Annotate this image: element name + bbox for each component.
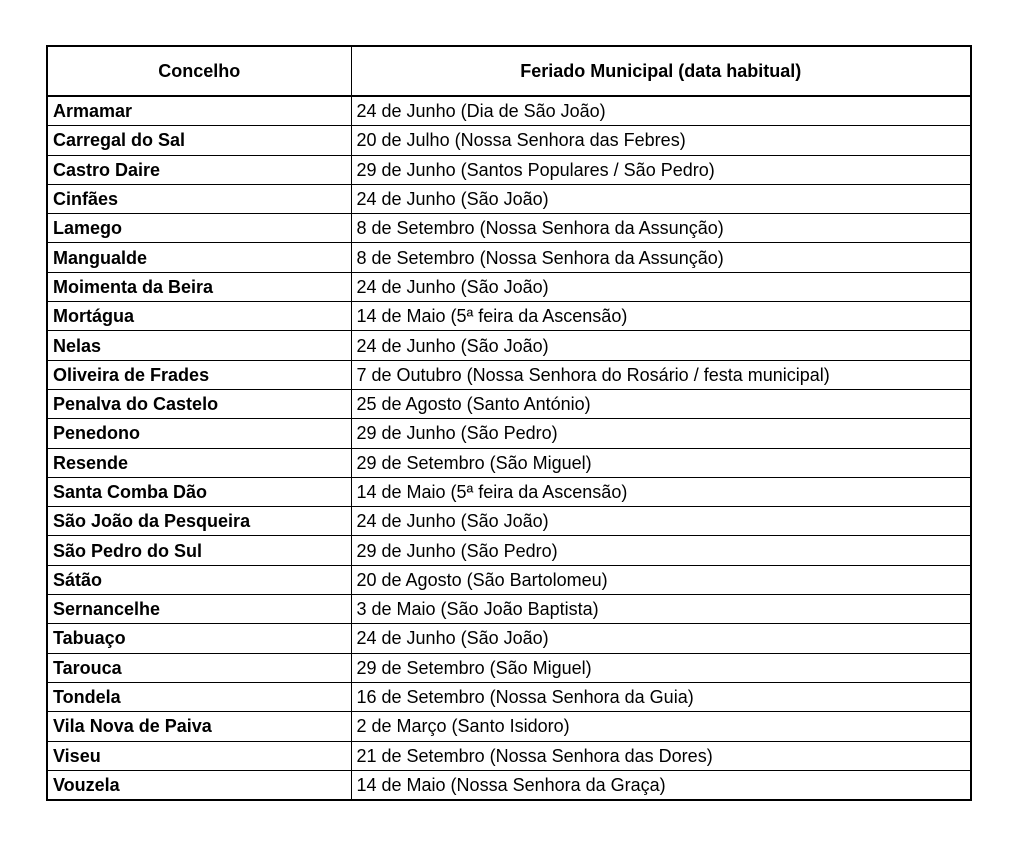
- table-row: [47, 126, 971, 155]
- concelho-cell: Armamar: [47, 96, 351, 126]
- table-header-row: [47, 46, 971, 96]
- table-row: [47, 565, 971, 594]
- table-row: [47, 507, 971, 536]
- concelho-cell: São Pedro do Sul: [47, 536, 351, 565]
- table-row: [47, 331, 971, 360]
- feriado-cell: 24 de Junho (São João): [351, 624, 971, 653]
- concelho-cell: Lamego: [47, 214, 351, 243]
- table-row: [47, 712, 971, 741]
- table-row: [47, 653, 971, 682]
- feriado-cell: 14 de Maio (5ª feira da Ascensão): [351, 477, 971, 506]
- feriado-cell: 25 de Agosto (Santo António): [351, 389, 971, 418]
- table-row: [47, 389, 971, 418]
- table-row: [47, 272, 971, 301]
- table-row: [47, 184, 971, 213]
- table-row: [47, 243, 971, 272]
- concelho-cell: Tabuaço: [47, 624, 351, 653]
- concelho-cell: Viseu: [47, 741, 351, 770]
- feriado-cell: 14 de Maio (Nossa Senhora da Graça): [351, 770, 971, 800]
- table-row: [47, 214, 971, 243]
- concelho-cell: Oliveira de Frades: [47, 360, 351, 389]
- concelho-cell: Sátão: [47, 565, 351, 594]
- concelho-cell: Moimenta da Beira: [47, 272, 351, 301]
- feriado-cell: 21 de Setembro (Nossa Senhora das Dores): [351, 741, 971, 770]
- table-row: [47, 770, 971, 800]
- concelho-cell: Carregal do Sal: [47, 126, 351, 155]
- feriado-cell: 20 de Agosto (São Bartolomeu): [351, 565, 971, 594]
- table-row: [47, 477, 971, 506]
- table-row: [47, 419, 971, 448]
- concelho-cell: Cinfães: [47, 184, 351, 213]
- feriado-cell: 2 de Março (Santo Isidoro): [351, 712, 971, 741]
- concelho-cell: Castro Daire: [47, 155, 351, 184]
- table-row: [47, 682, 971, 711]
- feriado-cell: 29 de Junho (São Pedro): [351, 536, 971, 565]
- feriado-cell: 24 de Junho (São João): [351, 272, 971, 301]
- concelho-cell: São João da Pesqueira: [47, 507, 351, 536]
- concelho-cell: Mortágua: [47, 302, 351, 331]
- feriado-cell: 24 de Junho (São João): [351, 507, 971, 536]
- feriado-cell: 14 de Maio (5ª feira da Ascensão): [351, 302, 971, 331]
- concelho-cell: Tarouca: [47, 653, 351, 682]
- feriado-cell: 16 de Setembro (Nossa Senhora da Guia): [351, 682, 971, 711]
- holidays-table: [46, 45, 972, 801]
- feriado-cell: 29 de Setembro (São Miguel): [351, 653, 971, 682]
- concelho-cell: Resende: [47, 448, 351, 477]
- concelho-cell: Sernancelhe: [47, 595, 351, 624]
- feriado-cell: 20 de Julho (Nossa Senhora das Febres): [351, 126, 971, 155]
- concelho-cell: Vouzela: [47, 770, 351, 800]
- concelho-cell: Santa Comba Dão: [47, 477, 351, 506]
- table-row: [47, 155, 971, 184]
- concelho-cell: Tondela: [47, 682, 351, 711]
- table-row: [47, 624, 971, 653]
- table-row: [47, 448, 971, 477]
- table-row: [47, 302, 971, 331]
- feriado-cell: 7 de Outubro (Nossa Senhora do Rosário / festa municipal): [351, 360, 971, 389]
- concelho-cell: Penedono: [47, 419, 351, 448]
- feriado-cell: 3 de Maio (São João Baptista): [351, 595, 971, 624]
- feriado-cell: 29 de Setembro (São Miguel): [351, 448, 971, 477]
- holidays-table-container: [46, 45, 970, 801]
- header-feriado: Feriado Municipal (data habitual): [351, 46, 971, 96]
- table-row: [47, 595, 971, 624]
- table-row: [47, 96, 971, 126]
- table-row: [47, 536, 971, 565]
- table-body: [47, 96, 971, 800]
- concelho-cell: Mangualde: [47, 243, 351, 272]
- feriado-cell: 29 de Junho (Santos Populares / São Pedro): [351, 155, 971, 184]
- feriado-cell: 24 de Junho (São João): [351, 331, 971, 360]
- header-concelho: Concelho: [47, 46, 351, 96]
- feriado-cell: 24 de Junho (São João): [351, 184, 971, 213]
- concelho-cell: Penalva do Castelo: [47, 389, 351, 418]
- feriado-cell: 29 de Junho (São Pedro): [351, 419, 971, 448]
- feriado-cell: 8 de Setembro (Nossa Senhora da Assunção): [351, 214, 971, 243]
- concelho-cell: Vila Nova de Paiva: [47, 712, 351, 741]
- table-row: [47, 360, 971, 389]
- feriado-cell: 8 de Setembro (Nossa Senhora da Assunção): [351, 243, 971, 272]
- table-row: [47, 741, 971, 770]
- feriado-cell: 24 de Junho (Dia de São João): [351, 96, 971, 126]
- concelho-cell: Nelas: [47, 331, 351, 360]
